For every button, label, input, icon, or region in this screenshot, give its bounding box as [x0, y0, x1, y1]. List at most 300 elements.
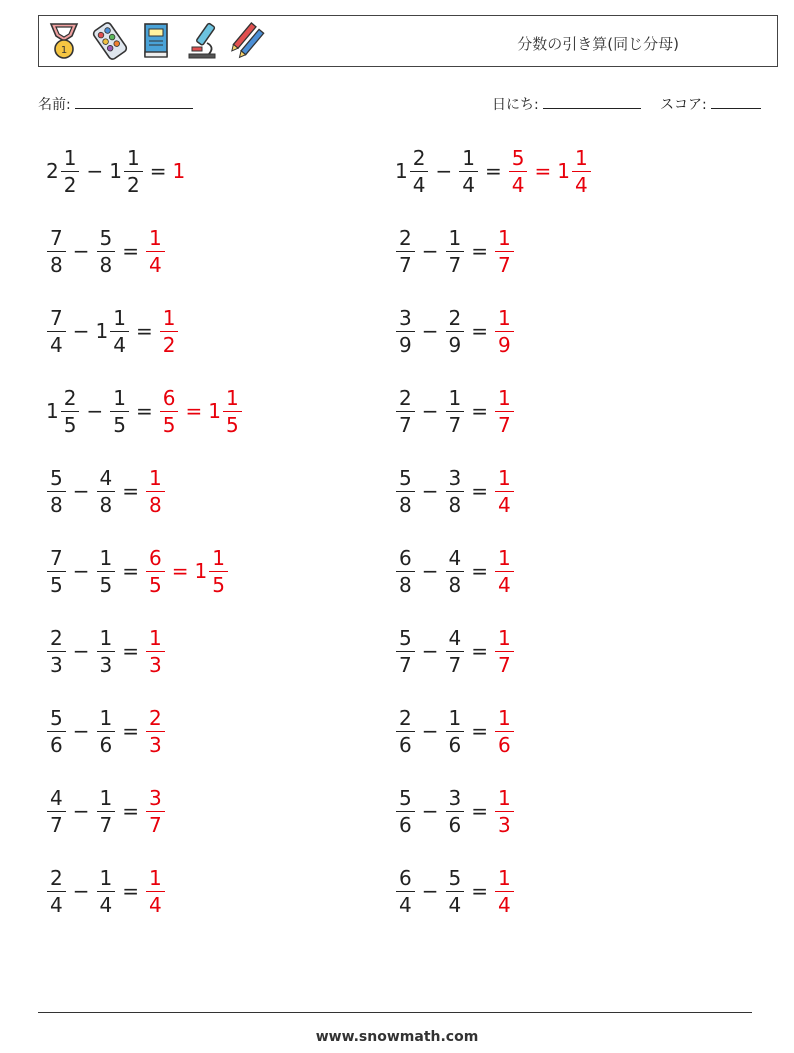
minuend: [46, 305, 67, 357]
answer: [494, 545, 515, 597]
subtrahend: [445, 785, 466, 837]
equals-sign: =: [135, 399, 153, 423]
answer-value-denominator: 7: [495, 251, 514, 275]
subtrahend-fraction: [446, 225, 465, 277]
minuend-denominator: 6: [396, 731, 415, 755]
subtrahend-numerator: 1: [99, 785, 113, 810]
minuend-numerator: 2: [50, 625, 63, 650]
minus-sign: −: [421, 399, 439, 423]
answer-value: [494, 465, 515, 517]
answer-simplified-numerator: 1: [574, 145, 588, 170]
minuend: [395, 145, 429, 197]
answer-value: [508, 145, 529, 197]
problem-item: [395, 461, 515, 521]
answer-value-numerator: 1: [149, 225, 162, 250]
equals-sign: =: [471, 719, 488, 743]
minuend-numerator: 7: [50, 305, 63, 330]
minuend-denominator: 7: [396, 411, 415, 435]
answer-simplified-denominator: 4: [572, 171, 591, 195]
subtrahend-numerator: 4: [99, 465, 113, 490]
subtrahend-denominator: 7: [446, 651, 465, 675]
minus-sign: −: [86, 399, 104, 423]
answer-value-fraction: [509, 145, 528, 197]
answer-equals-sign: =: [534, 159, 552, 183]
minus-sign: −: [421, 719, 439, 743]
problem-item: [46, 541, 229, 601]
minuend: [395, 785, 416, 837]
answer: [145, 545, 229, 597]
subtrahend: [445, 865, 466, 917]
equals-sign: =: [122, 719, 139, 743]
problem-item: [46, 301, 179, 361]
answer-value: [494, 785, 515, 837]
minus-sign: −: [72, 719, 90, 743]
subtrahend-fraction: [110, 305, 129, 357]
subtrahend-numerator: 1: [99, 705, 113, 730]
answer-value-denominator: 4: [495, 891, 514, 915]
answer-value-fraction: [495, 545, 514, 597]
subtrahend-denominator: 2: [124, 171, 143, 195]
subtrahend-fraction: [459, 145, 478, 197]
answer-value-fraction: [146, 545, 165, 597]
answer-value-numerator: 1: [162, 305, 176, 330]
subtrahend: [96, 865, 117, 917]
subtrahend-fraction: [97, 625, 116, 677]
minuend-numerator: 2: [412, 145, 426, 170]
subtrahend: [96, 545, 117, 597]
answer-simplified-whole: 1: [557, 159, 570, 183]
answer-simplified-fraction: [572, 145, 591, 197]
minuend-fraction: [47, 545, 66, 597]
answer-value: [145, 785, 166, 837]
answer-value-fraction: [146, 625, 165, 677]
answer-value-denominator: 4: [146, 891, 165, 915]
subtrahend-numerator: 1: [99, 545, 113, 570]
subtrahend: [445, 705, 466, 757]
subtrahend-numerator: 1: [99, 625, 113, 650]
subtrahend-numerator: 1: [99, 865, 113, 890]
subtrahend-denominator: 8: [97, 491, 116, 515]
minuend-fraction: [396, 625, 415, 677]
footer-url: www.snowmath.com: [315, 1029, 479, 1045]
problem-item: [395, 621, 515, 681]
date-blank[interactable]: [543, 94, 641, 109]
minuend-fraction: [61, 145, 80, 197]
subtrahend-fraction: [97, 705, 116, 757]
minuend-fraction: [47, 705, 66, 757]
answer: [494, 785, 515, 837]
equals-sign: =: [122, 479, 139, 503]
minus-sign: −: [421, 559, 439, 583]
minuend: [395, 545, 416, 597]
minuend: [395, 385, 416, 437]
subtrahend: [109, 385, 130, 437]
minus-sign: −: [421, 479, 439, 503]
answer-value-denominator: 3: [146, 731, 165, 755]
minuend: [46, 545, 67, 597]
answer-value-fraction: [495, 465, 514, 517]
paint-palette-icon: [91, 21, 129, 61]
subtrahend-numerator: 4: [448, 625, 462, 650]
answer-value-whole: 1: [172, 159, 186, 183]
subtrahend-fraction: [446, 625, 465, 677]
subtrahend-fraction: [97, 865, 116, 917]
crayons-icon: [229, 21, 267, 61]
answer-value: [145, 625, 166, 677]
answer-value-numerator: 1: [149, 865, 162, 890]
score-blank[interactable]: [711, 94, 761, 109]
problem-item: [46, 621, 166, 681]
minuend-numerator: 7: [50, 545, 63, 570]
subtrahend-denominator: 4: [110, 331, 129, 355]
minuend: [46, 785, 67, 837]
answer-value-denominator: 4: [146, 251, 165, 275]
answer-value: [159, 305, 180, 357]
answer: [494, 625, 515, 677]
answer-value-fraction: [495, 625, 514, 677]
minuend-denominator: 6: [396, 811, 415, 835]
answer: [159, 385, 243, 437]
subtrahend-fraction: [446, 865, 465, 917]
problem-item: [46, 461, 166, 521]
equals-sign: =: [471, 319, 488, 343]
answer-value-denominator: 6: [495, 731, 514, 755]
answer-value: [494, 305, 515, 357]
problem-item: [46, 221, 166, 281]
minus-sign: −: [86, 159, 104, 183]
subtrahend-denominator: 5: [97, 571, 116, 595]
subtrahend-numerator: 5: [99, 225, 113, 250]
answer: [159, 305, 180, 357]
minus-sign: −: [72, 799, 90, 823]
minuend: [46, 145, 80, 197]
answer-value-numerator: 1: [149, 465, 162, 490]
answer-value-denominator: 3: [146, 651, 165, 675]
problem-item: [395, 781, 515, 841]
minus-sign: −: [72, 879, 90, 903]
answer-value-fraction: [160, 385, 179, 437]
subtrahend-numerator: 5: [448, 865, 462, 890]
answer-value-denominator: 7: [495, 411, 514, 435]
minuend: [395, 305, 416, 357]
subtrahend-fraction: [446, 785, 465, 837]
minuend: [395, 225, 416, 277]
equals-sign: =: [484, 159, 502, 183]
minuend-numerator: 1: [63, 145, 77, 170]
problem-item: [395, 381, 515, 441]
subtrahend-denominator: 7: [97, 811, 116, 835]
minuend-fraction: [396, 225, 415, 277]
answer: [494, 465, 515, 517]
subtrahend-fraction: [446, 305, 465, 357]
answer-value: [159, 385, 180, 437]
subtrahend-numerator: 4: [448, 545, 462, 570]
minuend-numerator: 4: [50, 785, 63, 810]
minus-sign: −: [72, 479, 90, 503]
minuend-numerator: 2: [63, 385, 77, 410]
minuend: [395, 705, 416, 757]
minuend-denominator: 4: [410, 171, 429, 195]
answer-value: [145, 705, 166, 757]
minuend-numerator: 5: [399, 785, 412, 810]
minuend-numerator: 2: [50, 865, 63, 890]
problem-item: [395, 221, 515, 281]
subtrahend-fraction: [446, 545, 465, 597]
minus-sign: −: [72, 559, 90, 583]
subtrahend: [445, 385, 466, 437]
subtrahend-denominator: 9: [446, 331, 465, 355]
score-label: スコア:: [660, 97, 707, 113]
subtrahend-denominator: 7: [446, 411, 465, 435]
minuend-denominator: 5: [61, 411, 80, 435]
minuend-fraction: [47, 225, 66, 277]
answer-equals-sign: =: [171, 559, 189, 583]
answer: [508, 145, 592, 197]
answer-value-numerator: 1: [498, 865, 511, 890]
answer-value-numerator: 1: [498, 465, 511, 490]
answer-value-fraction: [495, 305, 514, 357]
problem-item: [46, 861, 166, 921]
answer-value-denominator: 9: [495, 331, 514, 355]
minuend-fraction: [396, 385, 415, 437]
worksheet-header: [38, 15, 778, 67]
subtrahend: [96, 785, 117, 837]
answer: [494, 385, 515, 437]
subtrahend-denominator: 3: [97, 651, 116, 675]
answer-value-denominator: 8: [146, 491, 165, 515]
subtrahend: [445, 225, 466, 277]
subtrahend-denominator: 4: [459, 171, 478, 195]
svg-text:1: 1: [60, 45, 68, 56]
microscope-icon: [183, 21, 221, 61]
minuend-fraction: [410, 145, 429, 197]
answer: [494, 705, 515, 757]
subtrahend: [445, 625, 466, 677]
subtrahend: [96, 625, 117, 677]
minuend: [395, 465, 416, 517]
answer-value-numerator: 1: [498, 545, 511, 570]
minuend-denominator: 5: [47, 571, 66, 595]
answer-value: [172, 159, 186, 183]
subtrahend-numerator: 3: [448, 785, 462, 810]
equals-sign: =: [122, 639, 139, 663]
minuend-denominator: 7: [47, 811, 66, 835]
subtrahend: [96, 705, 117, 757]
answer: [145, 625, 166, 677]
answer: [494, 305, 515, 357]
answer-value-denominator: 4: [509, 171, 528, 195]
book-icon: [137, 21, 175, 61]
subtrahend-fraction: [446, 705, 465, 757]
problem-item: [395, 701, 515, 761]
answer-value-fraction: [146, 865, 165, 917]
answer-simplified-denominator: 5: [223, 411, 242, 435]
minuend-fraction: [47, 865, 66, 917]
minuend-fraction: [47, 785, 66, 837]
subtrahend-whole: 1: [95, 319, 109, 343]
subtrahend: [96, 225, 117, 277]
minus-sign: −: [72, 319, 90, 343]
minuend-numerator: 3: [399, 305, 412, 330]
answer-value-denominator: 3: [495, 811, 514, 835]
answer-value-fraction: [146, 225, 165, 277]
subtrahend-fraction: [97, 225, 116, 277]
answer-value-numerator: 1: [498, 785, 511, 810]
equals-sign: =: [471, 799, 488, 823]
answer-value: [145, 865, 166, 917]
subtrahend-denominator: 8: [97, 251, 116, 275]
answer-value-numerator: 1: [498, 305, 511, 330]
minuend-fraction: [396, 545, 415, 597]
minuend-denominator: 7: [396, 651, 415, 675]
answer-value: [145, 465, 166, 517]
minuend-numerator: 2: [399, 705, 412, 730]
subtrahend-numerator: 1: [126, 145, 140, 170]
problem-item: [46, 781, 166, 841]
subtrahend: [445, 305, 466, 357]
answer: [145, 225, 166, 277]
answer-value-numerator: 6: [149, 545, 162, 570]
answer-value: [494, 625, 515, 677]
answer: [494, 225, 515, 277]
problem-item: [395, 141, 592, 201]
minuend-numerator: 5: [50, 705, 63, 730]
subtrahend-denominator: 8: [446, 491, 465, 515]
answer-value-fraction: [160, 305, 179, 357]
subtrahend: [445, 545, 466, 597]
answer-value-fraction: [495, 705, 514, 757]
minuend: [46, 865, 67, 917]
answer-value-denominator: 4: [495, 571, 514, 595]
minuend-fraction: [396, 705, 415, 757]
problem-item: [46, 141, 186, 201]
minuend-denominator: 6: [47, 731, 66, 755]
minuend: [46, 225, 67, 277]
answer-value-fraction: [495, 385, 514, 437]
answer: [172, 159, 186, 183]
minuend: [46, 385, 80, 437]
equals-sign: =: [471, 559, 488, 583]
minuend-denominator: 7: [396, 251, 415, 275]
answer-value-numerator: 6: [162, 385, 176, 410]
equals-sign: =: [122, 799, 139, 823]
minuend-fraction: [396, 305, 415, 357]
minuend-numerator: 5: [399, 465, 412, 490]
answer-value-numerator: 3: [149, 785, 162, 810]
equals-sign: =: [135, 319, 153, 343]
problem-item: [395, 541, 515, 601]
subtrahend-denominator: 7: [446, 251, 465, 275]
subtrahend-numerator: 1: [448, 705, 462, 730]
minuend-denominator: 9: [396, 331, 415, 355]
minuend-denominator: 2: [61, 171, 80, 195]
minuend: [46, 465, 67, 517]
answer-value-denominator: 4: [495, 491, 514, 515]
minuend-fraction: [47, 625, 66, 677]
subtrahend-numerator: 1: [462, 145, 475, 170]
minuend-whole: 2: [46, 159, 59, 183]
answer-value-numerator: 2: [149, 705, 162, 730]
minus-sign: −: [421, 239, 439, 263]
answer-value-numerator: 1: [498, 385, 511, 410]
answer: [145, 785, 166, 837]
answer-value: [145, 545, 166, 597]
answer-value-denominator: 7: [495, 651, 514, 675]
answer-value-numerator: 1: [498, 625, 511, 650]
minuend-numerator: 5: [399, 625, 412, 650]
equals-sign: =: [471, 879, 488, 903]
answer-value: [494, 225, 515, 277]
minuend-numerator: 2: [399, 385, 412, 410]
minuend-fraction: [47, 465, 66, 517]
date-label: 日にち:: [492, 97, 539, 113]
name-blank[interactable]: [75, 94, 193, 109]
subtrahend-denominator: 6: [97, 731, 116, 755]
minuend-denominator: 4: [396, 891, 415, 915]
answer-simplified-fraction: [209, 545, 228, 597]
subtrahend-fraction: [110, 385, 129, 437]
subtrahend-fraction: [124, 145, 143, 197]
answer-equals-sign: =: [185, 399, 203, 423]
subtrahend-denominator: 4: [97, 891, 116, 915]
minuend: [46, 705, 67, 757]
answer-value: [494, 385, 515, 437]
minuend-numerator: 5: [50, 465, 63, 490]
minuend-denominator: 8: [396, 571, 415, 595]
answer-value-fraction: [146, 785, 165, 837]
minuend-denominator: 8: [47, 491, 66, 515]
answer-value-numerator: 1: [498, 225, 511, 250]
minuend-whole: 1: [395, 159, 408, 183]
equals-sign: =: [149, 159, 167, 183]
subtrahend: [95, 305, 130, 357]
minuend-fraction: [396, 785, 415, 837]
subtrahend-denominator: 4: [446, 891, 465, 915]
minus-sign: −: [435, 159, 453, 183]
answer: [494, 865, 515, 917]
minuend: [395, 865, 416, 917]
minus-sign: −: [421, 799, 439, 823]
answer-value-denominator: 7: [146, 811, 165, 835]
answer-simplified-whole: 1: [208, 399, 221, 423]
equals-sign: =: [471, 479, 488, 503]
answer-simplified-numerator: 1: [212, 545, 225, 570]
answer-value-numerator: 1: [498, 705, 511, 730]
answer-simplified-denominator: 5: [209, 571, 228, 595]
answer-simplified: [208, 385, 242, 437]
answer-simplified-fraction: [223, 385, 242, 437]
answer-value-fraction: [495, 225, 514, 277]
problem-item: [46, 701, 166, 761]
subtrahend-denominator: 6: [446, 811, 465, 835]
answer-value-fraction: [495, 785, 514, 837]
minuend-fraction: [47, 305, 66, 357]
minuend-whole: 1: [46, 399, 59, 423]
answer-value-numerator: 5: [511, 145, 525, 170]
answer-simplified-whole: 1: [194, 559, 208, 583]
subtrahend-fraction: [97, 465, 116, 517]
minuend-fraction: [61, 385, 80, 437]
problem-item: [395, 301, 515, 361]
subtrahend-denominator: 8: [446, 571, 465, 595]
subtrahend-whole: 1: [109, 159, 122, 183]
answer-value: [145, 225, 166, 277]
subtrahend-fraction: [446, 465, 465, 517]
minuend: [395, 625, 416, 677]
minuend-numerator: 6: [399, 865, 412, 890]
subtrahend-numerator: 1: [113, 385, 126, 410]
name-field: [38, 94, 193, 114]
